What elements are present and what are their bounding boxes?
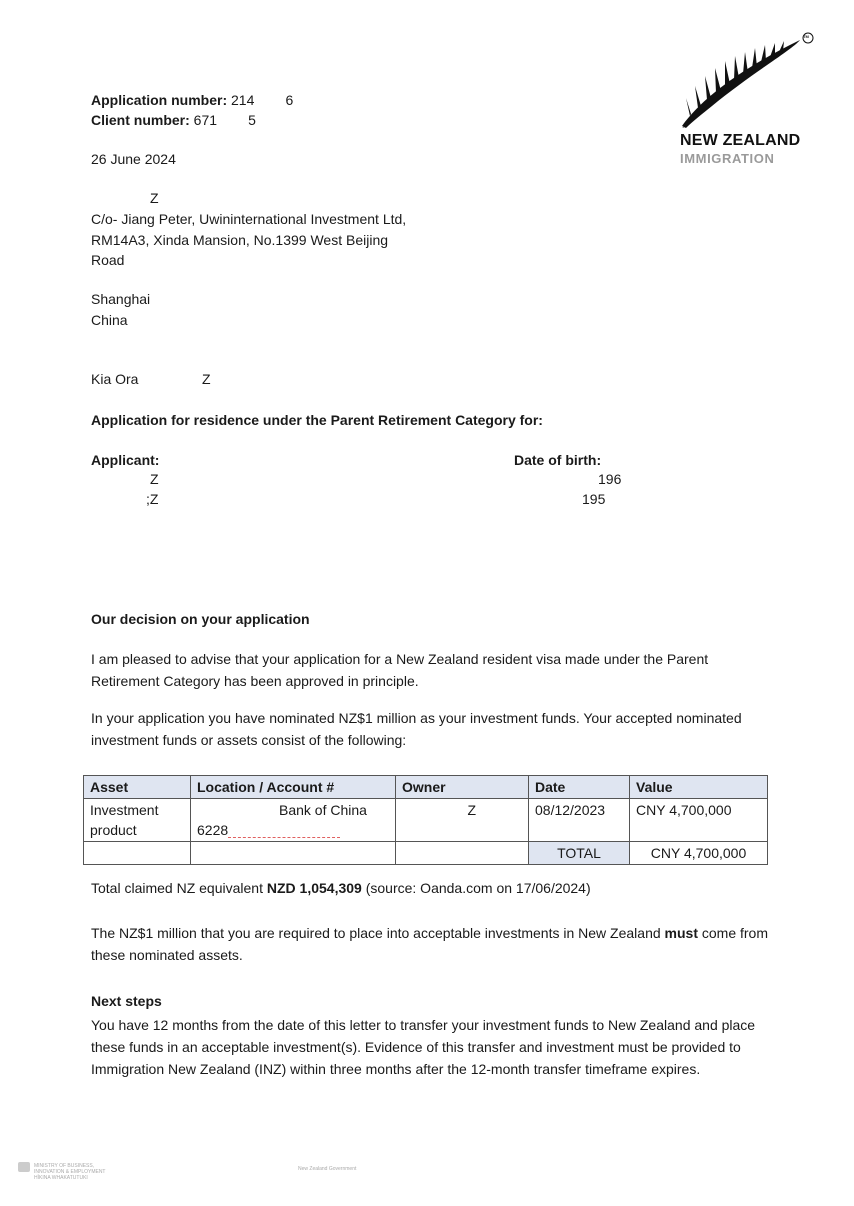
- cell-empty: [191, 842, 396, 865]
- cell-value: CNY 4,700,000: [630, 799, 768, 842]
- address-line-2: RM14A3, Xinda Mansion, No.1399 West Beijing: [91, 232, 389, 248]
- assets-table: [83, 775, 768, 865]
- application-number: [91, 92, 293, 108]
- cell-owner: Z: [396, 799, 529, 842]
- must-after: come from these nominated assets.: [91, 925, 768, 963]
- address-line-1: C/o- Jiang Peter, Uwininternational Investment Ltd,: [91, 211, 407, 227]
- table-header-row: [84, 776, 768, 799]
- cell-asset: Investment product: [84, 799, 191, 842]
- mbie-line-3: HĪKINA WHAKATUTUKI: [34, 1175, 88, 1181]
- logo-immigration-text: IMMIGRATION: [680, 151, 775, 166]
- application-number-label: Application number:: [91, 92, 228, 108]
- address-line-3: Road: [91, 252, 125, 268]
- decision-heading: Our decision on your application: [91, 611, 310, 627]
- table-header-date: Date: [529, 776, 630, 799]
- mbie-footer-logo: [18, 1163, 106, 1181]
- table-header-asset: Asset: [84, 776, 191, 799]
- table-header-value: Value: [630, 776, 768, 799]
- mbie-fern-icon: [18, 1162, 30, 1172]
- applicant-2-dob: 195: [582, 491, 606, 507]
- nz-government-footer: New Zealand Government: [298, 1166, 357, 1172]
- client-number-label: Client number:: [91, 112, 190, 128]
- cell-date: 08/12/2023: [529, 799, 630, 842]
- must-bold: must: [664, 925, 698, 941]
- next-steps-heading: Next steps: [91, 993, 162, 1009]
- logo-new-zealand-text: NEW ZEALAND: [680, 132, 801, 149]
- client-number-value: 671 5: [193, 112, 256, 128]
- cell-total-label: TOTAL: [529, 842, 630, 865]
- cell-empty: [84, 842, 191, 865]
- applicant-label: Applicant:: [91, 452, 160, 468]
- next-steps-paragraph: You have 12 months from the date of this letter to transfer your investment funds to New Zealand and place these funds in an acceptable investment(s). Evidence of this transfer and investment must be provided to Immigration New Zealand (INZ) within three months after the 12-month transfer timeframe expires.: [91, 1017, 756, 1077]
- mbie-line-2: INNOVATION & EMPLOYMENT: [34, 1169, 106, 1175]
- client-number: [91, 112, 256, 128]
- cell-empty: [396, 842, 529, 865]
- claimed-prefix: Total claimed NZ equivalent: [91, 880, 267, 896]
- salutation: Kia Ora: [91, 371, 139, 387]
- address-city: Shanghai: [91, 291, 151, 307]
- cell-location: [191, 799, 396, 842]
- decision-paragraph-1: I am pleased to advise that your application for a New Zealand resident visa made under the Parent Retirement Category has been approved in principle.: [91, 651, 709, 689]
- redacted-account-line: [228, 825, 340, 838]
- mbie-line-1: MINISTRY OF BUSINESS,: [34, 1163, 95, 1169]
- decision-paragraph-2: In your application you have nominated NZ$1 million as your investment funds. Your accepted nominated investment funds or assets consist of the following:: [91, 710, 742, 748]
- recipient-name: Z: [150, 190, 159, 206]
- cell-location-account: [197, 820, 389, 840]
- table-header-owner: Owner: [396, 776, 529, 799]
- address-country: China: [91, 312, 128, 328]
- account-number: 6228: [197, 822, 229, 838]
- cell-location-bank: Bank of China: [279, 802, 367, 818]
- trademark-mark: TM: [803, 34, 809, 39]
- table-total-row: [84, 842, 768, 865]
- table-header-location: Location / Account #: [191, 776, 396, 799]
- subject-heading: Application for residence under the Parent Retirement Category for:: [91, 412, 543, 428]
- applicant-1-name: Z: [150, 471, 159, 487]
- applicant-2-name: ;Z: [146, 491, 159, 507]
- salutation-name: Z: [202, 371, 211, 387]
- must-before: The NZ$1 million that you are required to place into acceptable investments in New Zealand: [91, 925, 665, 941]
- applicant-1-dob: 196: [598, 471, 622, 487]
- letter-date: 26 June 2024: [91, 151, 176, 167]
- claimed-suffix: (source: Oanda.com on 17/06/2024): [361, 880, 591, 896]
- claimed-equivalent: [91, 880, 591, 896]
- application-number-value: 214 6: [231, 92, 294, 108]
- must-paragraph: [91, 922, 771, 966]
- claimed-amount: NZD 1,054,309: [266, 880, 362, 896]
- date-of-birth-label: Date of birth:: [514, 452, 602, 468]
- table-row: [84, 799, 768, 842]
- cell-total-value: CNY 4,700,000: [630, 842, 768, 865]
